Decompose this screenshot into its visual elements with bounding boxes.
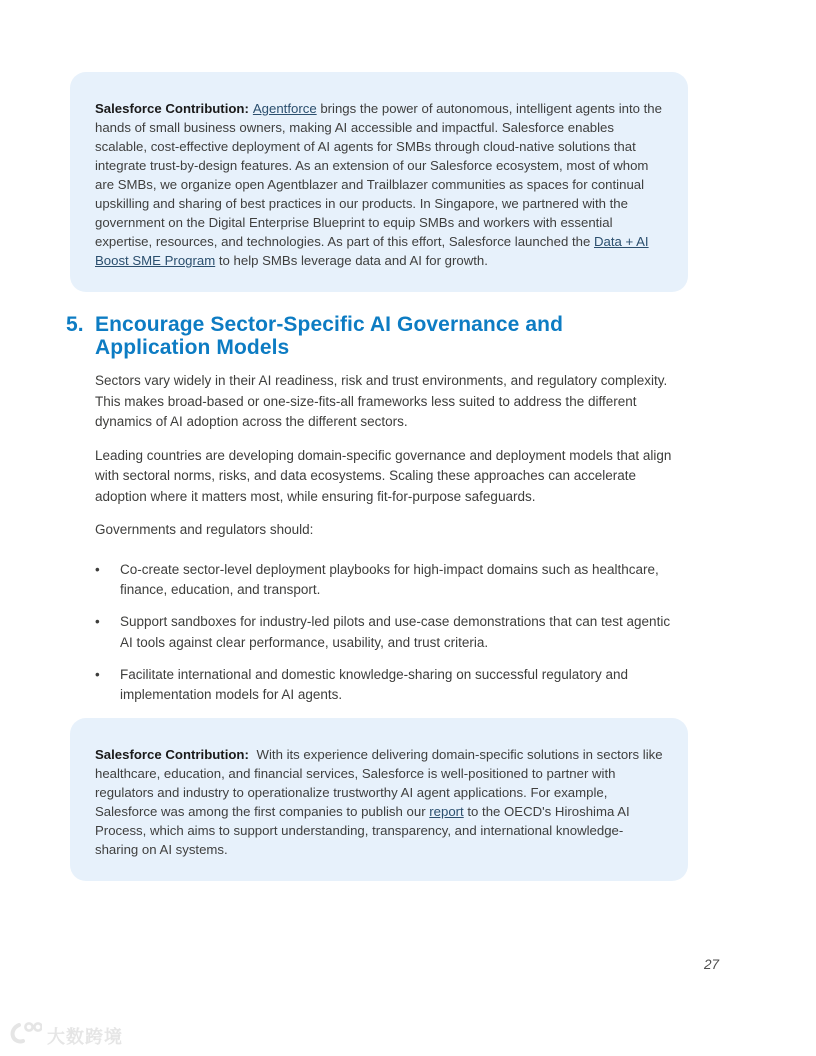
list-item	[95, 560, 685, 601]
bullet-icon: •	[95, 561, 100, 577]
section-title: Encourage Sector-Specific AI Governance and Application Models	[95, 313, 563, 359]
section-5-heading	[66, 313, 686, 359]
paragraph-governments-intro: Governments and regulators should:	[95, 522, 314, 537]
page-number: 27	[704, 957, 720, 972]
watermark	[8, 1020, 123, 1051]
contribution-text: With its experience delivering domain-specific solutions in sectors like healthcare, education, and financial services, Salesforce is well-positioned to partner with regulators and industry to operationalize trustworthy AI agent applications. For example, Salesforce was among the first companies to publish our	[95, 747, 663, 819]
contribution-text-end: to help SMBs leverage data and AI for growth.	[215, 253, 488, 268]
contribution-text: brings the power of autonomous, intelligent agents into the hands of small business owners, making AI accessible and impactful. Salesforce enables scalable, cost-effective deployment of AI agents for SMBs through cloud-native solutions that integrate trust-by-design features. As an extension of our Salesforce ecosystem, most of whom are SMBs, we organize open Agentblazer and Trailblazer communities as spaces for continual upskilling and sharing of best practices in our products. In Singapore, we partnered with the government on the Digital Enterprise Blueprint to equip SMBs and workers with essential expertise, resources, and technologies. As part of this effort, Salesforce launched the	[95, 101, 662, 249]
section-body	[95, 371, 701, 717]
paragraph-leading-countries: Leading countries are developing domain-specific governance and deployment models that align with sectoral norms, risks, and data ecosystems. Scaling these approaches can accelerate adoption where it matters most, while ensuring fit-for-purpose safeguards.	[95, 447, 672, 504]
oecd-report-link[interactable]: report	[429, 804, 464, 819]
list-item	[95, 612, 685, 653]
bullet-text-sandboxes: Support sandboxes for industry-led pilots and use-case demonstrations that can test agentic AI tools against clear performance, usability, and trust criteria.	[120, 614, 671, 650]
contribution-label: Salesforce Contribution:	[95, 101, 249, 116]
dashukuajing-logo-icon	[8, 1020, 42, 1051]
section-number: 5.	[66, 313, 84, 336]
bullet-icon: •	[95, 614, 100, 629]
bullet-icon: •	[95, 666, 100, 682]
salesforce-contribution-callout-top	[70, 72, 688, 292]
contribution-text-end: to the OECD's Hiroshima AI Process, which aims to support understanding, transparency, and international knowledge-sharing on AI systems.	[95, 804, 630, 857]
list-item	[95, 665, 685, 706]
contribution-label: Salesforce Contribution:	[95, 747, 249, 762]
bullet-text-playbooks: Co-create sector-level deployment playbooks for high-impact domains such as healthcare, finance, education, and transport.	[120, 561, 659, 597]
agentforce-link[interactable]: Agentforce	[252, 101, 317, 116]
salesforce-contribution-callout-bottom	[70, 718, 688, 881]
bullet-text-knowledge-sharing: Facilitate international and domestic knowledge-sharing on successful regulatory and implementation models for AI agents.	[120, 666, 629, 702]
data-ai-boost-sme-program-link[interactable]: Data + AI Boost SME Program	[95, 234, 649, 268]
watermark-text: 大数跨境	[47, 1026, 123, 1047]
paragraph-sector-variance: Sectors vary widely in their AI readiness, risk and trust environments, and regulatory complexity. This makes broad-based or one-size-fits-all frameworks less suited to address the different dynamics of AI adoption across the different sectors.	[95, 373, 668, 429]
recommendation-bullet-list	[95, 560, 701, 706]
